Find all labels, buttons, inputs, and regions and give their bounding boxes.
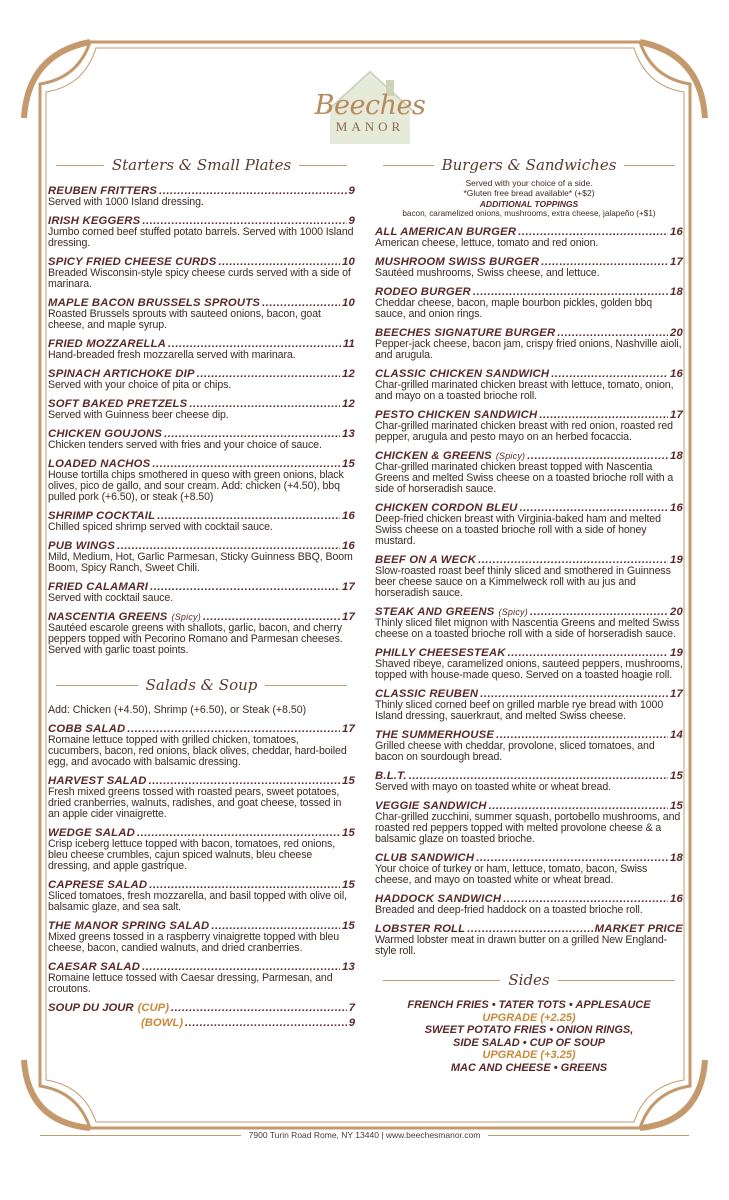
menu-item [375,502,683,547]
section-title: Burgers & Sandwiches [441,156,617,174]
menu-item-name: STEAK AND GREENS [375,606,495,618]
menu-item-name: LOADED NACHOS [48,458,151,470]
menu-item-name: PHILLY CHEESESTEAK [375,647,506,659]
menu-item [375,368,683,402]
menu-item-description: Mixed greens tossed in a raspberry vinaigrette topped with bleu cheese, bacon, candied walnuts, and dried cranberries. [48,931,340,954]
menu-item-name: BEECHES SIGNATURE BURGER [375,327,556,339]
menu-item-name: CLUB SANDWICH [375,852,475,864]
menu-item [375,688,683,722]
menu-item-name: WEDGE SALAD [48,827,135,839]
menu-item-name: LOBSTER ROLL [375,923,466,935]
menu-item-tag: (Spicy) [171,612,201,622]
burgers-note: Served with your choice of a side. [465,178,593,188]
menu-item-description: Mild, Medium, Hot, Garlic Parmesan, Sticky Guinness BBQ, Boom Boom, Spicy Ranch, Sweet Chili. [48,551,353,574]
sides-list [375,999,683,1074]
menu-item-description: Served with your choice of pita or chips. [48,379,232,391]
menu-item-name: THE SUMMERHOUSE [375,729,495,741]
menu-item-price: 17 [670,256,683,268]
menu-item-name: SPICY FRIED CHEESE CURDS [48,256,217,268]
menu-item-price: 15 [342,458,355,470]
menu-item-price: 17 [342,723,355,735]
menu-item-description: Served with 1000 Island dressing. [48,196,204,208]
menu-item-description: Char-grilled marinated chicken breast topped with Nascentia Greens and melted Swiss cheese on a toasted brioche roll with a side of horseradish sauce. [375,461,674,495]
menu-item [375,554,683,599]
menu-item-name: THE MANOR SPRING SALAD [48,920,210,932]
menu-item [375,256,683,279]
menu-item-tag: (Spicy) [495,451,526,461]
menu-item-name: SOFT BAKED PRETZELS [48,398,188,410]
sides-line: SWEET POTATO FRIES • ONION RINGS, [424,1024,634,1036]
salads-heading [48,672,355,698]
menu-item [48,458,355,503]
soup-bowl-price: 9 [348,1017,355,1029]
section-title: Salads & Soup [145,676,258,694]
menu-item-description: Breaded and deep-fried haddock on a toasted brioche roll. [375,904,643,916]
menu-item-price: 9 [348,215,355,227]
menu-item-name: PESTO CHICKEN SANDWICH [375,409,538,421]
toppings-title: ADDITIONAL TOPPINGS [479,199,579,209]
menu-item-name: CHICKEN & GREENS [375,450,492,462]
menu-item-name: HADDOCK SANDWICH [375,893,502,905]
menu-item-description: Romaine lettuce topped with grilled chicken, tomatoes, cucumbers, bacon, red onions, black olives, cheddar, hard-boiled egg, and avocado with balsamic dressing. [48,734,347,768]
menu-item [375,226,683,249]
menu-item [48,920,355,954]
menu-item-name: COBB SALAD [48,723,126,735]
menu-item [375,893,683,916]
menu-item-name: FRIED CALAMARI [48,581,149,593]
menu-item [48,398,355,421]
menu-item-price: 14 [670,729,683,741]
menu-item-name: REUBEN FRITTERS [48,185,158,197]
menu-item-description: Char-grilled zucchini, summer squash, portobello mushrooms, and roasted red peppers topped with melted provolone cheese & a balsamic glaze on toasted brioche. [375,811,681,845]
starters-list [48,185,355,656]
menu-item-price: 11 [342,338,355,350]
menu-item-name: CLASSIC CHICKEN SANDWICH [375,368,550,380]
menu-item [375,729,683,763]
menu-item-description: Pepper-jack cheese, bacon jam, crispy fried onions, Nashville aioli, and arugula. [375,338,682,361]
menu-item-description: Your choice of turkey or ham, lettuce, tomato, bacon, Swiss cheese, and mayo on toasted white or wheat bread. [375,863,648,886]
soup-cup-row [48,1002,355,1014]
menu-item-price: 15 [670,770,683,782]
menu-item [48,297,355,331]
menu-item-price: 18 [670,450,683,462]
menu-item-name: BEEF ON A WECK [375,554,477,566]
menu-item-description: Served with cocktail sauce. [48,592,174,604]
sides-heading [375,967,683,993]
gluten-free-note: *Gluten free bread available* (+$2) [463,188,595,198]
menu-item [48,961,355,995]
sides-upgrade: UPGRADE (+2.25) [482,1011,576,1024]
menu-item-price: 17 [670,688,683,700]
menu-item-description: Thinly sliced filet mignon with Nascentia Greens and melted Swiss cheese on a toasted brioche roll with a side of horseradish sauce. [375,617,680,640]
menu-item-name: IRISH KEGGERS [48,215,141,227]
menu-item [48,185,355,208]
menu-item-description: Served with mayo on toasted white or wheat bread. [375,781,611,793]
menu-item-description: Crisp iceberg lettuce topped with bacon, tomatoes, red onions, bleu cheese crumbles, cajun spiced walnuts, bleu cheese dressing, and apple gastrique. [48,838,336,872]
menu-item [48,256,355,290]
menu-item-price: 15 [342,920,355,932]
sides-line: MAC AND CHEESE • GREENS [450,1061,608,1074]
menu-item-description: Shaved ribeye, caramelized onions, sauteed peppers, mushrooms, topped with house-made queso. Served on a toasted hoagie roll. [375,658,683,681]
menu-item-price: MARKET PRICE [594,923,683,935]
menu-item-price: 17 [342,611,355,623]
toppings-list: bacon, caramelized onions, mushrooms, extra cheese, jalapeño (+$1) [402,209,656,218]
menu-item-name: CLASSIC REUBEN [375,688,479,700]
salad-add-line: Add: Chicken (+4.50), Shrimp (+6.50), or Steak (+8.50) [48,704,307,716]
burgers-list [375,226,683,957]
menu-item [48,775,355,820]
menu-item-description: House tortilla chips smothered in queso with green onions, black olives, pico de gallo, and sour cream. Add: chicken (+4.50), bbq pulled pork (+6.50), or steak (+8.50) [48,469,344,503]
menu-item-description: Sliced tomatoes, fresh mozzarella, and basil topped with olive oil, balsamic glaze, and sea salt. [48,890,347,913]
menu-item [48,510,355,533]
menu-item [375,800,683,845]
menu-item-price: 15 [342,827,355,839]
soup-cup-label: (CUP) [137,1002,169,1014]
menu-item-description: Jumbo corned beef stuffed potato barrels. Served with 1000 Island dressing. [48,226,354,249]
menu-item-name: RODEO BURGER [375,286,471,298]
menu-item-description: Deep-fried chicken breast with Virginia-baked ham and melted Swiss cheese on a toasted brioche roll with a side of honey mustard. [375,513,661,547]
menu-item-description: Hand-breaded fresh mozzarella served with marinara. [48,349,296,361]
menu-item-price: 16 [670,368,683,380]
menu-item-price: 16 [670,226,683,238]
menu-item-price: 12 [342,368,355,380]
menu-item-description: Chicken tenders served with fries and your choice of sauce. [48,439,322,451]
section-title: Starters & Small Plates [111,156,292,174]
menu-item [375,770,683,793]
soup-bowl-label: (BOWL) [141,1017,184,1029]
left-column [48,152,355,1029]
salads-list [48,723,355,995]
menu-item-price: 18 [670,286,683,298]
menu-item-description: Roasted Brussels sprouts with sauteed onions, bacon, goat cheese, and maple syrup. [48,308,321,331]
brand-logo [300,66,440,146]
footer [40,1130,689,1140]
menu-item-description: American cheese, lettuce, tomato and red onion. [375,237,599,249]
soup-cup-price: 7 [348,1002,355,1014]
menu-item-price: 17 [342,581,355,593]
menu-item-name: NASCENTIA GREENS [48,611,168,623]
sides-line: FRENCH FRIES • TATER TOTS • APPLESAUCE [407,999,651,1011]
menu-item [48,215,355,249]
menu-item-price: 20 [670,327,683,339]
menu-item-name: FRIED MOZZARELLA [48,338,167,350]
menu-item-price: 15 [342,775,355,787]
menu-item-name: MAPLE BACON BRUSSELS SPROUTS [48,297,261,309]
menu-item [48,723,355,768]
menu-item [375,409,683,443]
menu-item-name: HARVEST SALAD [48,775,147,787]
menu-item-price: 16 [342,540,355,552]
menu-item-price: 9 [348,185,355,197]
corner-flourish-bl [24,1060,90,1128]
menu-item-name: CAPRESE SALAD [48,879,148,891]
menu-item-name: MUSHROOM SWISS BURGER [375,256,540,268]
menu-item-price: 18 [670,852,683,864]
menu-item-name: SPINACH ARTICHOKE DIP [48,368,195,380]
menu-item [375,606,683,640]
brand-sub: MANOR [335,119,405,134]
menu-item [48,428,355,451]
menu-item-description: Chilled spiced shrimp served with cocktail sauce. [48,521,273,533]
menu-item-description: Slow-roasted roast beef thinly sliced and smothered in Guinness beer cheese sauce on a Kimmelweck roll with au jus and horseradish sauce. [375,565,671,599]
menu-item-description: Thinly sliced corned beef on grilled marble rye bread with 1000 Island dressing, sauerkraut, and melted Swiss cheese. [375,699,664,722]
soup-bowl-row [48,1017,355,1029]
menu-item-name: B.L.T. [375,770,407,782]
menu-item [48,540,355,574]
menu-item [375,852,683,886]
menu-item-name: SHRIMP COCKTAIL [48,510,156,522]
menu-item-price: 16 [670,893,683,905]
menu-item [375,286,683,320]
menu-item-price: 16 [342,510,355,522]
menu-item-price: 19 [670,554,683,566]
menu-item-price: 13 [342,428,355,440]
burgers-heading [375,152,683,178]
soup-name: SOUP DU JOUR [48,1002,134,1014]
menu-item-tag: (Spicy) [498,607,528,617]
dot-leader [150,581,340,593]
menu-item-name: VEGGIE SANDWICH [375,800,487,812]
menu-item-description: Grilled cheese with cheddar, provolone, sliced tomatoes, and bacon on sourdough bread. [375,740,655,763]
brand-name: Beeches [314,90,426,121]
menu-item [48,368,355,391]
menu-item-price: 10 [342,256,355,268]
menu-item-price: 17 [670,409,683,421]
menu-item-description: Breaded Wisconsin-style spicy cheese curds served with a side of marinara. [48,267,351,290]
menu-item-price: 19 [670,647,683,659]
menu-item-name: CHICKEN GOUJONS [48,428,163,440]
menu-item-description: Romaine lettuce tossed with Caesar dressing, Parmesan, and croutons. [48,972,333,995]
menu-item-price: 20 [670,606,683,618]
menu-item [48,879,355,913]
section-title: Sides [508,971,550,989]
menu-item [48,338,355,361]
menu-item [375,923,683,957]
menu-item-price: 12 [342,398,355,410]
menu-item [375,450,683,495]
menu-item-description: Sautéed escarole greens with shallots, garlic, bacon, and cherry peppers topped with Pecorino Romano and Parmesan cheeses. Served with garlic toast points. [48,622,343,656]
menu-item-price: 16 [670,502,683,514]
menu-item-description: Sautéed mushrooms, Swiss cheese, and lettuce. [375,267,600,279]
menu-item [48,827,355,872]
menu-item-name: PUB WINGS [48,540,116,552]
menu-item-description: Cheddar cheese, bacon, maple bourbon pickles, golden bbq sauce, and onion rings. [375,297,653,320]
menu-item-price: 10 [342,297,355,309]
sides-line: SIDE SALAD • CUP OF SOUP [453,1036,605,1049]
menu-item-description: Served with Guinness beer cheese dip. [48,409,229,421]
right-column [375,152,683,1074]
menu-item-description: Fresh mixed greens tossed with roasted pears, sweet potatoes, dried cranberries, walnuts, radishes, and goat cheese, tossed in an apple cider vinaigrette. [48,786,342,820]
menu-item-price: 15 [670,800,683,812]
menu-item [48,611,355,656]
menu-item-name: ALL AMERICAN BURGER [375,226,517,238]
sides-upgrade: UPGRADE (+3.25) [482,1049,576,1061]
footer-address: 7900 Turin Road Rome, NY 13440 | www.beechesmanor.com [248,1130,481,1140]
menu-item-price: 13 [342,961,355,973]
menu-item-description: Char-grilled marinated chicken breast with red onion, roasted red pepper, arugula and pesto mayo on an herbed focaccia. [375,420,673,443]
menu-item-description: Warmed lobster meat in drawn butter on a grilled New England-style roll. [375,934,668,957]
menu-item-description: Char-grilled marinated chicken breast with lettuce, tomato, onion, and mayo on a toasted brioche roll. [375,379,674,402]
menu-item [375,327,683,361]
menu-item [48,581,355,604]
menu-item [375,647,683,681]
menu-item-price: 15 [342,879,355,891]
menu-item-name: CAESAR SALAD [48,961,141,973]
starters-heading [48,152,355,178]
menu-item-name: CHICKEN CORDON BLEU [375,502,518,514]
